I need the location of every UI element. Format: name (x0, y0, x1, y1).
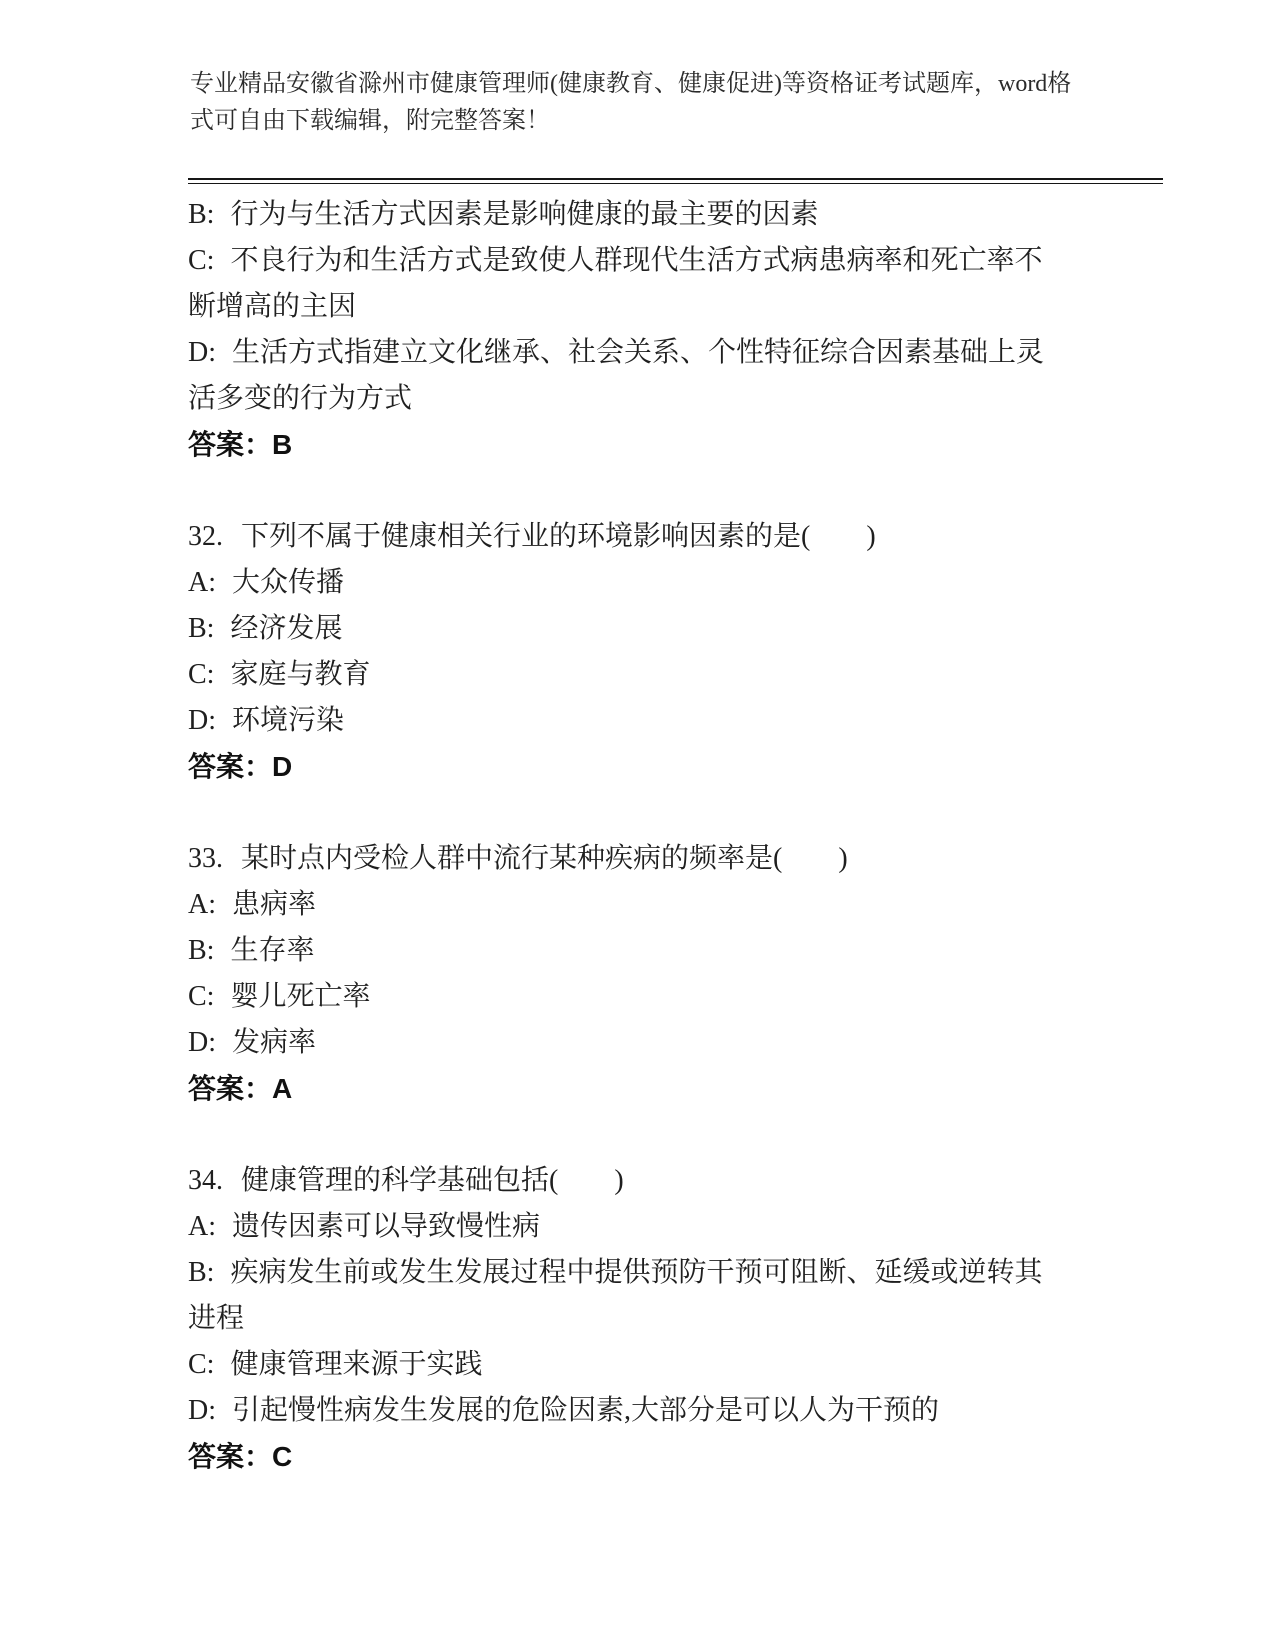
option-label: C: (188, 245, 215, 276)
question-number: 32. (188, 521, 223, 552)
header-divider-rule (188, 178, 1163, 184)
option-label: A: (188, 567, 216, 598)
answer-value: D (272, 751, 293, 782)
header-text: 专业精品安徽省滁州市健康管理师(健康教育、健康促进)等资格证考试题库，word格式可自由下载编辑，附完整答案！ (190, 71, 1072, 134)
question-block (188, 836, 1060, 1112)
answer-line (188, 1066, 1060, 1112)
question-line (188, 1158, 1060, 1204)
question-number: 33. (188, 843, 223, 874)
answer-label: 答案： (188, 751, 273, 782)
page-header (190, 0, 1080, 140)
option-text: 婴儿死亡率 (230, 981, 371, 1012)
option-text: 引起慢性病发生发展的危险因素,大部分是可以人为干预的 (232, 1395, 940, 1426)
option-text: 疾病发生前或发生发展过程中提供预防干预可阻断、延缓或逆转其进程 (188, 1257, 1043, 1334)
option-label: B: (188, 1257, 215, 1288)
answer-value: A (272, 1073, 293, 1104)
option-text: 环境污染 (232, 705, 345, 736)
option-text: 患病率 (232, 889, 317, 920)
question-line (188, 514, 1060, 560)
option-line (188, 238, 1060, 330)
option-text: 行为与生活方式因素是影响健康的最主要的因素 (230, 199, 819, 230)
option-text: 生活方式指建立文化继承、社会关系、个性特征综合因素基础上灵活多变的行为方式 (188, 337, 1045, 414)
option-label: A: (188, 1211, 216, 1242)
option-line (188, 928, 1060, 974)
question-text: 下列不属于健康相关行业的环境影响因素的是( ) (241, 521, 876, 552)
option-text: 生存率 (230, 935, 315, 966)
option-label: D: (188, 337, 216, 368)
option-line (188, 1250, 1060, 1342)
question-fragment-block (188, 192, 1060, 468)
option-label: B: (188, 935, 215, 966)
option-label: A: (188, 889, 216, 920)
option-text: 不良行为和生活方式是致使人群现代生活方式病患病率和死亡率不断增高的主因 (188, 245, 1043, 322)
question-block (188, 1158, 1060, 1480)
option-line (188, 652, 1060, 698)
option-text: 遗传因素可以导致慢性病 (232, 1211, 541, 1242)
option-line (188, 560, 1060, 606)
option-line (188, 1020, 1060, 1066)
option-text: 家庭与教育 (230, 659, 371, 690)
option-line (188, 1388, 1060, 1434)
question-line (188, 836, 1060, 882)
option-line (188, 1342, 1060, 1388)
option-label: D: (188, 705, 216, 736)
option-line (188, 974, 1060, 1020)
option-label: B: (188, 199, 215, 230)
option-label: B: (188, 613, 215, 644)
question-text: 健康管理的科学基础包括( ) (241, 1165, 624, 1196)
option-label: C: (188, 659, 215, 690)
answer-value: C (272, 1441, 293, 1472)
option-line (188, 698, 1060, 744)
option-line (188, 882, 1060, 928)
option-label: C: (188, 1349, 215, 1380)
answer-value: B (272, 429, 293, 460)
answer-line (188, 744, 1060, 790)
option-label: D: (188, 1027, 216, 1058)
option-line (188, 1204, 1060, 1250)
option-line (188, 606, 1060, 652)
answer-line (188, 1434, 1060, 1480)
answer-label: 答案： (188, 429, 273, 460)
question-block (188, 514, 1060, 790)
document-content (188, 192, 1060, 1480)
option-text: 发病率 (232, 1027, 317, 1058)
option-line (188, 330, 1060, 422)
option-line (188, 192, 1060, 238)
option-text: 经济发展 (230, 613, 343, 644)
question-text: 某时点内受检人群中流行某种疾病的频率是( ) (241, 843, 848, 874)
option-text: 大众传播 (232, 567, 345, 598)
question-number: 34. (188, 1165, 223, 1196)
option-label: D: (188, 1395, 216, 1426)
answer-label: 答案： (188, 1441, 273, 1472)
answer-line (188, 422, 1060, 468)
option-text: 健康管理来源于实践 (230, 1349, 483, 1380)
answer-label: 答案： (188, 1073, 273, 1104)
option-label: C: (188, 981, 215, 1012)
